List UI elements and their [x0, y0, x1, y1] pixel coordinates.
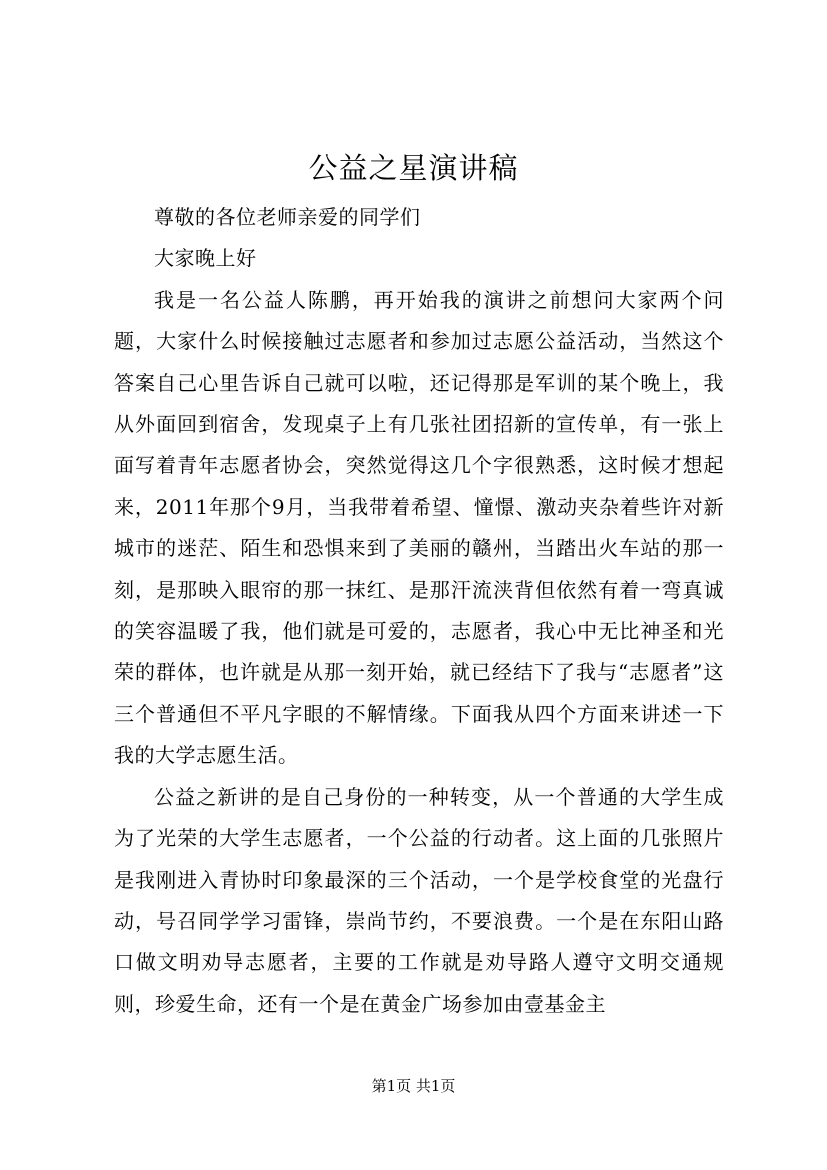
document-title: 公益之星演讲稿: [308, 151, 519, 185]
paragraph-salutation: 大家晚上好: [154, 246, 257, 271]
paragraph-greeting: 尊敬的各位老师亲爱的同学们: [154, 205, 421, 229]
document-body: [114, 197, 724, 1025]
paragraph-intro: 我是一名公益人陈鹏，再开始我的演讲之前想问大家两个问题，大家什么时候接触过志愿者和参加过志愿公益活动，当然这个答案自己心里告诉自己就可以啦，还记得那是军训的某个晚上，我从外面回到宿舍，发现桌子上有几张社团招新的宣传单，有一张上面写着青年志愿者协会，突然觉得这几个字很熟悉，这时候才想起来，2011年那个9月，当我带着希望、憧憬、激动夹杂着些许对新城市的迷茫、陌生和恐惧来到了美丽的赣州，当踏出火车站的那一刻，是那映入眼帘的那一抹红、是那汗流浃背但依然有着一弯真诚的笑容温暖了我，他们就是可爱的，志愿者，我心中无比神圣和光荣的群体，也许就是从那一刻开始，就已经结下了我与“志愿者”这三个普通但不平凡字眼的不解情缘。下面我从四个方面来讲述一下我的大学志愿生活。: [114, 287, 724, 768]
page-number-footer: 第1页 共1页: [371, 1077, 456, 1095]
paragraph-public-welfare: 公益之新讲的是自己身份的一种转变，从一个普通的大学生成为了光荣的大学生志愿者，一个公益的行动者。这上面的几张照片是我刚进入青协时印象最深的三个活动，一个是学校食堂的光盘行动，号召同学学习雷锋，崇尚节约，不要浪费。一个是在东阳山路口做文明劝导志愿者，主要的工作就是劝导路人遵守文明交通规则，珍爱生命，还有一个是在黄金广场参加由壹基金主: [114, 784, 724, 1016]
